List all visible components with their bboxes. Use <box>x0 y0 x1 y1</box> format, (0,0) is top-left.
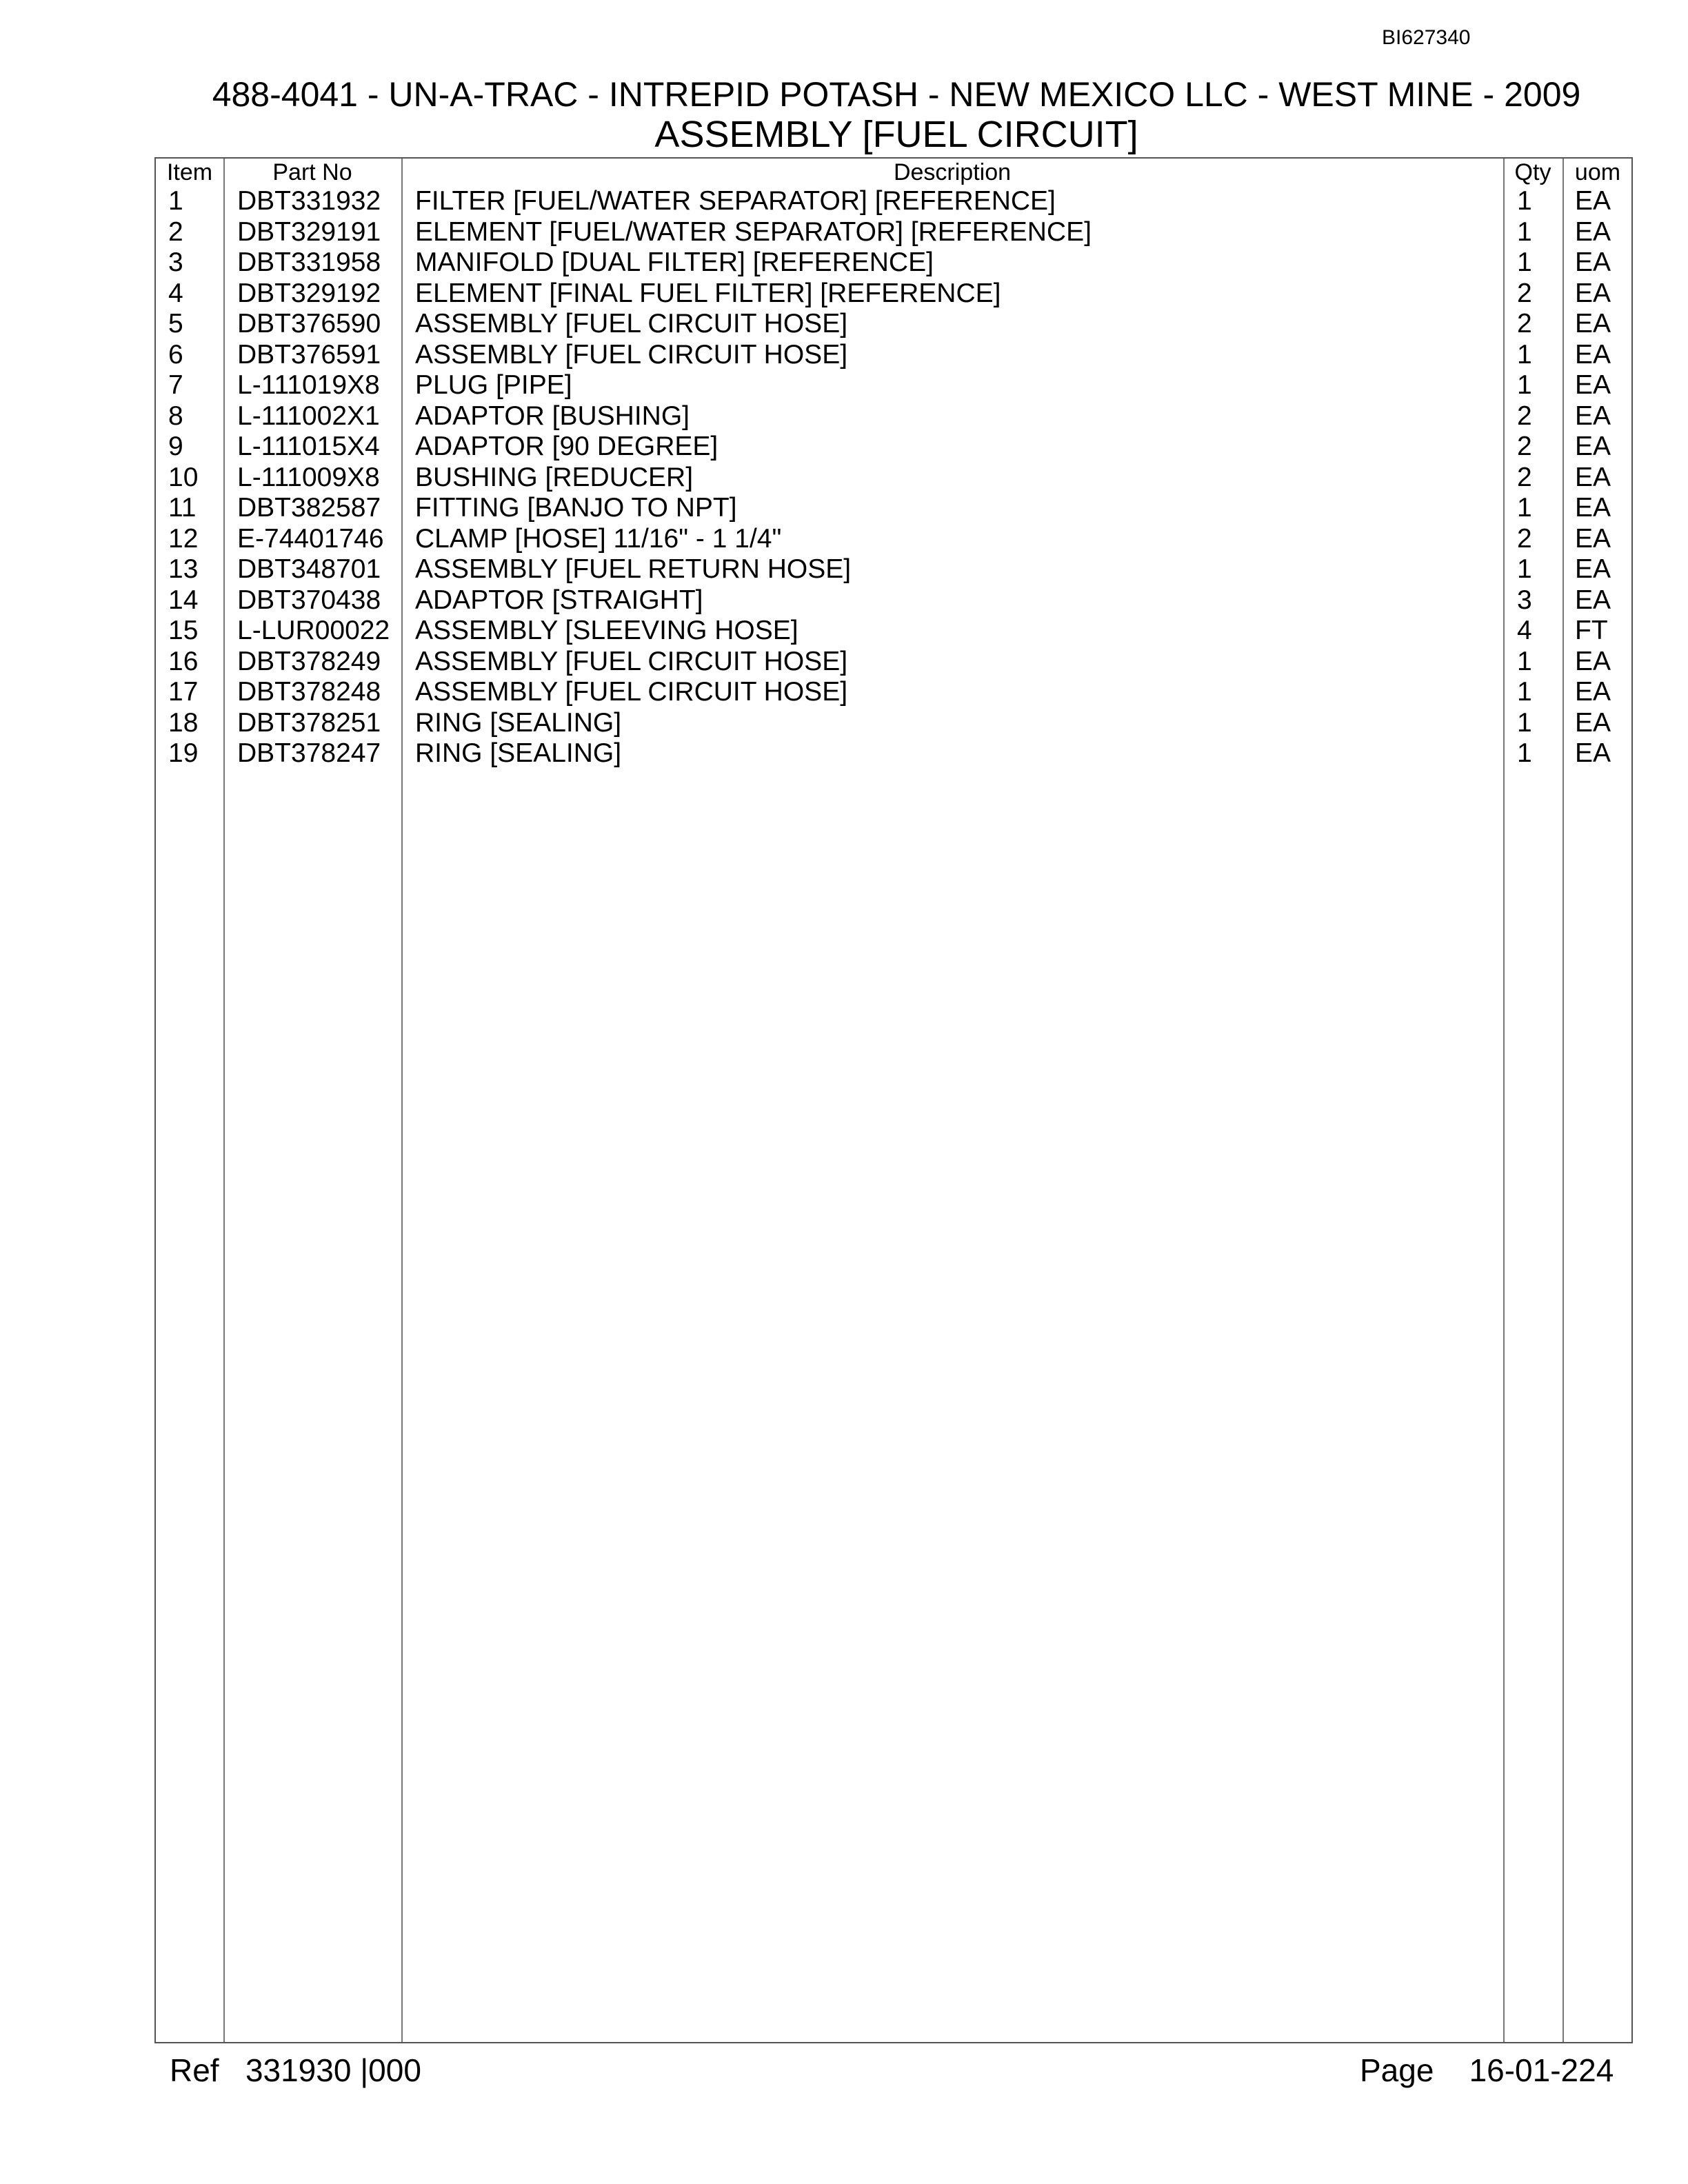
item-cell: 2 <box>168 216 183 247</box>
uom-cell: EA <box>1575 339 1611 370</box>
item-cell: 7 <box>168 370 183 400</box>
footer-page <box>1360 2052 1614 2089</box>
qty-cell: 1 <box>1517 370 1532 400</box>
description-cell: RING [SEALING] <box>415 738 622 768</box>
column-divider <box>1503 159 1505 2042</box>
part-no-cell: DBT382587 <box>237 493 381 523</box>
qty-cell: 1 <box>1517 707 1532 738</box>
qty-cell: 2 <box>1517 401 1532 431</box>
uom-cell: EA <box>1575 401 1611 431</box>
column-divider <box>1563 159 1564 2042</box>
qty-cell: 1 <box>1517 646 1532 676</box>
uom-cell: EA <box>1575 247 1611 277</box>
qty-cell: 1 <box>1517 339 1532 370</box>
part-no-cell: DBT329191 <box>237 216 381 247</box>
uom-cell: EA <box>1575 216 1611 247</box>
part-no-cell: DBT378251 <box>237 707 381 738</box>
item-cell: 9 <box>168 432 183 461</box>
qty-cell: 2 <box>1517 309 1532 338</box>
part-no-cell: DBT376590 <box>237 309 381 338</box>
description-cell: PLUG [PIPE] <box>415 370 572 400</box>
part-no-cell: E-74401746 <box>237 523 384 554</box>
qty-cell: 2 <box>1517 523 1532 554</box>
footer-page-value: 16-01-224 <box>1469 2052 1614 2088</box>
description-cell: ADAPTOR [90 DEGREE] <box>415 432 719 461</box>
description-cell: ELEMENT [FUEL/WATER SEPARATOR] [REFERENCE] <box>415 216 1092 247</box>
item-cell: 12 <box>168 523 199 554</box>
part-no-cell: DBT376591 <box>237 339 381 370</box>
item-cell: 13 <box>168 554 199 584</box>
item-cell: 8 <box>168 401 183 431</box>
item-cell: 15 <box>168 616 199 645</box>
qty-cell: 1 <box>1517 186 1532 216</box>
part-no-cell: DBT331958 <box>237 247 381 277</box>
description-cell: ASSEMBLY [FUEL RETURN HOSE] <box>415 554 852 584</box>
page-title: 488-4041 - UN-A-TRAC - INTREPID POTASH - NEW MEXICO LLC - WEST MINE - 2009 <box>212 75 1581 114</box>
qty-cell: 1 <box>1517 493 1532 523</box>
uom-cell: EA <box>1575 493 1611 523</box>
description-cell: CLAMP [HOSE] 11/16" - 1 1/4" <box>415 523 782 554</box>
uom-cell: EA <box>1575 554 1611 584</box>
part-no-cell: L-LUR00022 <box>237 616 390 645</box>
column-header-description: Description <box>893 159 1012 185</box>
uom-cell: EA <box>1575 278 1611 308</box>
column-header-qty: Qty <box>1514 159 1551 185</box>
qty-cell: 2 <box>1517 278 1532 308</box>
item-cell: 19 <box>168 738 199 768</box>
qty-cell: 1 <box>1517 677 1532 707</box>
uom-cell: EA <box>1575 585 1611 615</box>
column-divider <box>401 159 403 2042</box>
part-no-cell: L-111002X1 <box>237 401 380 431</box>
uom-cell: EA <box>1575 738 1611 768</box>
item-cell: 11 <box>168 493 197 523</box>
part-no-cell: DBT370438 <box>237 585 381 615</box>
item-cell: 5 <box>168 309 183 338</box>
qty-cell: 1 <box>1517 216 1532 247</box>
part-no-cell: DBT378249 <box>237 646 381 676</box>
column-header-item: Item <box>166 159 213 185</box>
part-no-cell: L-111015X4 <box>237 432 380 461</box>
part-no-cell: DBT329192 <box>237 278 381 308</box>
description-cell: ASSEMBLY [FUEL CIRCUIT HOSE] <box>415 309 848 338</box>
qty-cell: 2 <box>1517 462 1532 492</box>
part-no-cell: DBT331932 <box>237 186 381 216</box>
description-cell: ASSEMBLY [FUEL CIRCUIT HOSE] <box>415 677 848 707</box>
part-no-cell: DBT348701 <box>237 554 381 584</box>
part-no-cell: DBT378247 <box>237 738 381 768</box>
uom-cell: EA <box>1575 523 1611 554</box>
part-no-cell: DBT378248 <box>237 677 381 707</box>
description-cell: RING [SEALING] <box>415 707 622 738</box>
footer-ref-value: 331930 |000 <box>245 2052 421 2088</box>
column-header-uom: uom <box>1574 159 1621 185</box>
qty-cell: 3 <box>1517 585 1532 615</box>
description-cell: MANIFOLD [DUAL FILTER] [REFERENCE] <box>415 247 934 277</box>
uom-cell: EA <box>1575 370 1611 400</box>
footer-page-label: Page <box>1360 2052 1434 2088</box>
description-cell: ADAPTOR [BUSHING] <box>415 401 690 431</box>
uom-cell: EA <box>1575 462 1611 492</box>
page-subtitle: ASSEMBLY [FUEL CIRCUIT] <box>654 114 1138 155</box>
description-cell: FILTER [FUEL/WATER SEPARATOR] [REFERENCE] <box>415 186 1056 216</box>
item-cell: 3 <box>168 247 183 277</box>
item-cell: 17 <box>168 677 199 707</box>
uom-cell: EA <box>1575 707 1611 738</box>
item-cell: 6 <box>168 339 183 370</box>
description-cell: BUSHING [REDUCER] <box>415 462 694 492</box>
item-cell: 18 <box>168 707 199 738</box>
description-cell: FITTING [BANJO TO NPT] <box>415 493 737 523</box>
qty-cell: 2 <box>1517 432 1532 461</box>
uom-cell: EA <box>1575 677 1611 707</box>
item-cell: 4 <box>168 278 183 308</box>
description-cell: ASSEMBLY [FUEL CIRCUIT HOSE] <box>415 646 848 676</box>
qty-cell: 4 <box>1517 616 1532 645</box>
description-cell: ASSEMBLY [SLEEVING HOSE] <box>415 616 798 645</box>
uom-cell: EA <box>1575 309 1611 338</box>
footer-ref-label: Ref <box>170 2052 219 2088</box>
parts-table <box>154 157 1633 2043</box>
uom-cell: EA <box>1575 432 1611 461</box>
description-cell: ELEMENT [FINAL FUEL FILTER] [REFERENCE] <box>415 278 1001 308</box>
description-cell: ASSEMBLY [FUEL CIRCUIT HOSE] <box>415 339 848 370</box>
item-cell: 1 <box>168 186 183 216</box>
column-header-part-no: Part No <box>272 159 352 185</box>
footer-ref <box>170 2052 421 2089</box>
qty-cell: 1 <box>1517 738 1532 768</box>
uom-cell: EA <box>1575 186 1611 216</box>
item-cell: 10 <box>168 462 199 492</box>
uom-cell: FT <box>1575 616 1608 645</box>
description-cell: ADAPTOR [STRAIGHT] <box>415 585 703 615</box>
column-divider <box>223 159 225 2042</box>
qty-cell: 1 <box>1517 554 1532 584</box>
part-no-cell: L-111009X8 <box>237 462 380 492</box>
part-no-cell: L-111019X8 <box>237 370 380 400</box>
item-cell: 14 <box>168 585 199 615</box>
item-cell: 16 <box>168 646 199 676</box>
qty-cell: 1 <box>1517 247 1532 277</box>
document-code: BI627340 <box>1382 26 1471 49</box>
uom-cell: EA <box>1575 646 1611 676</box>
